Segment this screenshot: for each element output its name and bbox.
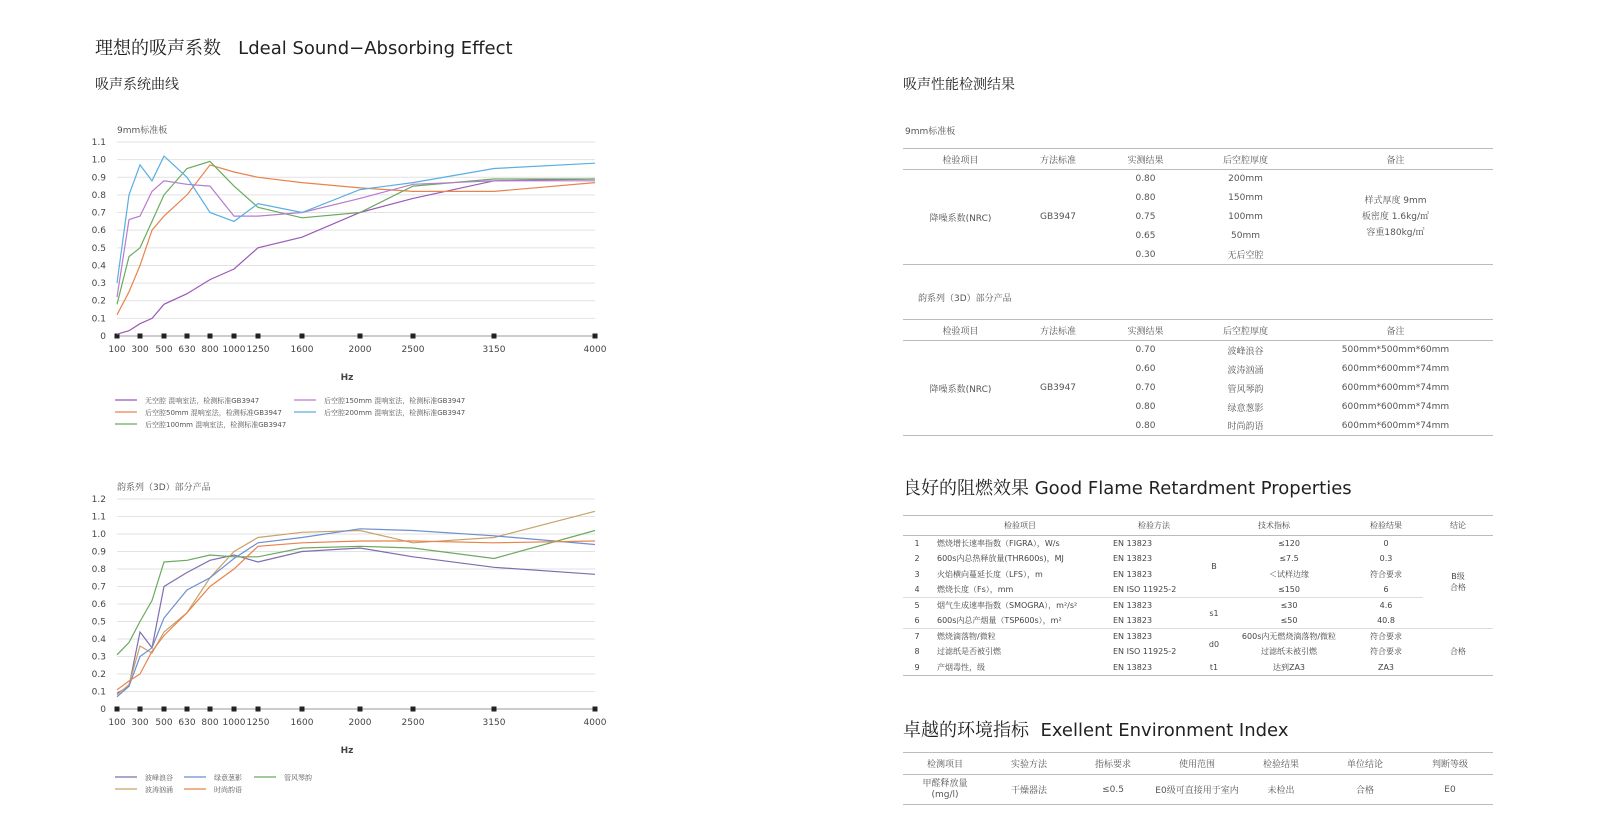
x-tick-label: 800 — [201, 345, 219, 355]
col-header: 判断等级 — [1431, 760, 1468, 770]
table-cell: 0.75 — [1135, 212, 1156, 222]
nrc-table-1 — [903, 148, 1493, 265]
curve-section-title: 吸声系统曲线 — [95, 77, 179, 93]
table-cell: 火焰横向蔓延长度（LFS），m — [937, 569, 1043, 579]
x-tick-label: 3150 — [482, 345, 506, 355]
x-tick-mark — [162, 707, 167, 712]
table-cell: 8 — [914, 647, 920, 657]
note-line: 样式厚度 9mm — [1364, 196, 1427, 206]
legend-label: 无空腔 混响室法，检测标准GB3947 — [145, 397, 260, 405]
chart1 — [88, 133, 618, 433]
table1-label: 9mm标准板 — [905, 127, 956, 137]
table-cell: 0.80 — [1135, 174, 1156, 185]
x-tick-mark — [256, 334, 261, 339]
legend-label: 管风琴韵 — [284, 774, 312, 782]
table-cell: E0级可直接用于室内 — [1155, 786, 1239, 796]
table-cell: ＜试样边缘 — [1269, 569, 1309, 579]
table-cell: GB3947 — [1039, 383, 1077, 393]
table-cell: EN 13823 — [1113, 616, 1153, 625]
x-tick-mark — [115, 707, 120, 712]
table-cell: 符合要求 — [1370, 647, 1402, 657]
table-cell — [903, 775, 987, 805]
table-cell: 600mm*600mm*74mm — [1341, 364, 1450, 374]
x-tick-label: 2000 — [348, 345, 372, 355]
env-table — [903, 752, 1493, 805]
env-item: 甲醛释放量 — [922, 778, 968, 789]
table-cell: 1 — [914, 539, 920, 548]
x-tick-label: 630 — [178, 345, 196, 355]
y-tick-label: 0 — [100, 705, 106, 715]
table-cell: EN 13823 — [1113, 601, 1153, 610]
note-line: 板密度 1.6kg/㎡ — [1361, 212, 1430, 222]
x-tick-mark — [300, 334, 305, 339]
table-cell: EN ISO 11925-2 — [1113, 647, 1177, 657]
table-cell: 管风琴韵 — [1227, 384, 1264, 395]
y-tick-label: 0.3 — [91, 279, 106, 290]
table-row — [903, 536, 1493, 552]
table-cell: 烟气生成速率指数（SMOGRA），m²/s² — [937, 601, 1078, 610]
table-row — [903, 613, 1493, 629]
y-tick-label: 0.5 — [91, 617, 106, 628]
y-tick-label: 0.2 — [91, 296, 106, 307]
x-tick-mark — [492, 334, 497, 339]
table-cell: 时尚韵语 — [1227, 422, 1264, 433]
x-tick-label: 2500 — [401, 345, 425, 355]
y-tick-label: 0.1 — [91, 687, 106, 698]
table-cell: 符合要求 — [1370, 632, 1402, 641]
table-cell: 过滤纸是否被引燃 — [937, 647, 1001, 657]
table-cell: 产烟毒性，级 — [937, 662, 985, 672]
table-cell: 未检出 — [1267, 786, 1295, 796]
table-cell: EN 13823 — [1113, 554, 1153, 564]
col-header: 检测项目 — [926, 760, 963, 770]
col-header: 方法标准 — [1039, 155, 1076, 166]
table-cell: 达到ZA3 — [1272, 662, 1306, 672]
col-header: 检验方法 — [1138, 521, 1170, 530]
x-tick-label: 630 — [178, 718, 196, 728]
table-cell: 600s内无燃烧滴落物/微粒 — [1241, 632, 1337, 641]
table-cell: 6 — [914, 616, 920, 625]
col-header: 方法标准 — [1039, 326, 1076, 337]
y-tick-label: 1.0 — [91, 530, 106, 540]
col-header: 使用范围 — [1178, 760, 1215, 770]
x-tick-mark — [138, 707, 143, 712]
col-header: 检验项目 — [942, 155, 979, 166]
x-tick-mark — [593, 707, 598, 712]
table-cell — [1423, 536, 1493, 629]
page-title — [95, 34, 513, 60]
table-cell: ≤7.5 — [1279, 554, 1299, 564]
x-tick-label: 800 — [201, 718, 219, 728]
flame-section-title: 良好的阻燃效果 Good Flame Retardment Properties — [903, 478, 1352, 499]
table-cell: 燃烧增长速率指数（FIGRA），W/s — [937, 539, 1060, 548]
y-tick-label: 0.4 — [91, 261, 106, 272]
x-tick-label: 1250 — [246, 718, 270, 728]
table-cell: ≤50 — [1280, 616, 1298, 625]
chart2 — [88, 490, 618, 800]
table-cell: 600mm*600mm*74mm — [1341, 420, 1450, 431]
nrc-table-2 — [903, 319, 1493, 436]
table-cell: 0.80 — [1135, 420, 1156, 431]
col-header: 实测结果 — [1127, 326, 1164, 337]
x-tick-label: 1000 — [222, 345, 246, 355]
x-tick-mark — [185, 334, 190, 339]
x-tick-label: 1000 — [222, 718, 246, 728]
x-tick-mark — [492, 707, 497, 712]
y-tick-label: 1.2 — [91, 495, 106, 505]
title-cn: 理想的吸声系数 — [95, 38, 221, 59]
col-header: 实验方法 — [1010, 760, 1047, 770]
table-cell: 干燥器法 — [1010, 786, 1047, 796]
table-cell: 过滤纸未被引燃 — [1261, 647, 1317, 657]
series-line — [117, 548, 595, 693]
y-tick-label: 1.0 — [91, 155, 106, 166]
x-tick-label: 300 — [131, 345, 149, 355]
y-tick-label: 0.9 — [91, 173, 106, 184]
x-tick-label: 100 — [108, 718, 126, 728]
table-cell: B — [1211, 562, 1217, 571]
table-cell: 200mm — [1228, 174, 1263, 185]
x-tick-mark — [300, 707, 305, 712]
table-cell: 4.6 — [1379, 601, 1393, 610]
legend-label: 波峰浪谷 — [145, 774, 173, 782]
table-cell: 燃烧长度（Fs），mm — [937, 585, 1014, 594]
result-section-title: 吸声性能检测结果 — [903, 77, 1015, 93]
legend-label: 后空腔50mm 混响室法，检测标准GB3947 — [145, 409, 282, 417]
x-axis-label: Hz — [340, 746, 354, 756]
x-tick-mark — [593, 334, 598, 339]
table-row — [903, 629, 1493, 645]
x-tick-mark — [162, 334, 167, 339]
table-cell: 降噪系数(NRC) — [929, 213, 992, 224]
table-row — [903, 582, 1493, 598]
series-line — [117, 531, 595, 655]
x-tick-label: 4000 — [583, 345, 607, 355]
table2-label: 韵系列（3D）部分产品 — [918, 294, 1012, 304]
col-header: 后空腔厚度 — [1222, 155, 1268, 166]
x-tick-label: 500 — [155, 345, 173, 355]
x-tick-mark — [358, 334, 363, 339]
chart1-label: 9mm标准板 — [117, 126, 168, 136]
x-tick-mark — [232, 334, 237, 339]
table-cell: 0.70 — [1135, 345, 1156, 356]
table-cell: EN 13823 — [1113, 539, 1153, 548]
x-tick-mark — [411, 707, 416, 712]
col-header: 备注 — [1386, 155, 1405, 166]
col-header: 检验项目 — [1004, 521, 1036, 530]
table-cell: 100mm — [1228, 212, 1263, 222]
table-cell: 40.8 — [1377, 616, 1395, 625]
conclusion-line: 合格 — [1450, 583, 1466, 592]
table-cell: 合格 — [1355, 786, 1374, 796]
col-header: 后空腔厚度 — [1222, 326, 1268, 337]
conclusion-line: B级 — [1451, 572, 1465, 581]
x-axis-label: Hz — [340, 373, 354, 383]
x-tick-label: 1250 — [246, 345, 270, 355]
table-cell: 600s内总产烟量（TSP600s），m² — [937, 616, 1062, 625]
table-row — [903, 644, 1493, 660]
title-en: Ldeal Sound−Absorbing Effect — [238, 38, 513, 59]
chart2-label: 韵系列（3D）部分产品 — [117, 483, 211, 493]
col-header: 指标要求 — [1094, 760, 1131, 770]
y-tick-label: 1.1 — [91, 512, 106, 523]
table-row — [903, 598, 1493, 614]
table-row — [903, 567, 1493, 583]
table-cell: EN ISO 11925-2 — [1113, 585, 1177, 594]
table-cell: EN 13823 — [1113, 569, 1153, 579]
col-header: 单位结论 — [1346, 760, 1383, 770]
y-tick-label: 0.6 — [91, 600, 106, 610]
col-header: 检验结果 — [1370, 521, 1402, 530]
table-cell: 9 — [914, 662, 920, 672]
x-tick-label: 2000 — [348, 718, 372, 728]
table-cell: 波涛汹涌 — [1227, 365, 1264, 376]
col-header: 技术指标 — [1258, 521, 1290, 530]
table-cell: 0.60 — [1135, 364, 1156, 374]
legend-label: 后空腔100mm 混响室法，检测标准GB3947 — [145, 421, 287, 429]
x-tick-mark — [185, 707, 190, 712]
x-tick-mark — [208, 334, 213, 339]
x-tick-mark — [208, 707, 213, 712]
y-tick-label: 0.3 — [91, 652, 106, 663]
env-unit: (mg/l) — [931, 789, 959, 800]
table-cell: 600mm*600mm*74mm — [1341, 383, 1450, 393]
x-tick-mark — [411, 334, 416, 339]
series-line — [117, 181, 595, 297]
legend-label: 时尚韵语 — [214, 786, 242, 794]
y-tick-label: 0.4 — [91, 635, 106, 645]
series-line — [117, 529, 595, 697]
table-cell: GB3947 — [1039, 212, 1077, 222]
table-cell — [1298, 170, 1493, 265]
table-cell: ≤120 — [1278, 539, 1300, 548]
y-tick-label: 0.9 — [91, 547, 106, 558]
table-cell: 绿意葱影 — [1227, 403, 1264, 414]
y-tick-label: 0.7 — [91, 582, 106, 593]
x-tick-mark — [256, 707, 261, 712]
table-row — [903, 551, 1493, 567]
x-tick-label: 1600 — [290, 718, 314, 728]
table-cell: 6 — [1383, 585, 1389, 594]
table-cell: 无后空腔 — [1227, 251, 1264, 262]
table-cell: 500mm*500mm*60mm — [1341, 345, 1450, 356]
table-cell: 0 — [1383, 539, 1389, 548]
x-tick-label: 300 — [131, 718, 149, 728]
table-cell: ≤150 — [1278, 585, 1300, 594]
flame-table — [903, 515, 1493, 676]
table-cell: 50mm — [1231, 231, 1260, 241]
table-cell: 3 — [914, 569, 920, 579]
series-line — [117, 541, 595, 690]
table-cell: 600mm*600mm*74mm — [1341, 402, 1450, 412]
table-cell: 7 — [914, 632, 920, 641]
table-cell: 0.30 — [1135, 249, 1156, 260]
table-cell: ≤0.5 — [1102, 784, 1124, 795]
x-tick-label: 2500 — [401, 718, 425, 728]
env-section-title — [903, 716, 1288, 742]
x-tick-label: 1600 — [290, 345, 314, 355]
legend-label: 波涛汹涌 — [145, 786, 173, 794]
col-header: 实测结果 — [1127, 155, 1164, 166]
y-tick-label: 0.8 — [91, 565, 106, 575]
table-cell: 5 — [914, 601, 920, 610]
x-tick-label: 500 — [155, 718, 173, 728]
table-cell: 燃烧滴落物/微粒 — [937, 632, 996, 641]
table-cell: 600s内总热释放量(THR600s)，MJ — [937, 554, 1064, 564]
env-title-cn: 卓越的环境指标 — [903, 720, 1029, 741]
x-tick-mark — [358, 707, 363, 712]
table-cell: 4 — [914, 585, 920, 594]
col-header: 备注 — [1386, 326, 1405, 337]
table-cell: EN 13823 — [1113, 632, 1153, 641]
table-cell: 0.80 — [1135, 402, 1156, 412]
table-cell: 2 — [914, 554, 920, 564]
col-header: 结论 — [1450, 521, 1466, 530]
series-line — [117, 156, 595, 283]
env-title-en: Exellent Environment Index — [1040, 720, 1289, 741]
y-tick-label: 0.2 — [91, 670, 106, 680]
x-tick-label: 4000 — [583, 718, 607, 728]
y-tick-label: 1.1 — [91, 138, 106, 148]
y-tick-label: 0.1 — [91, 314, 106, 325]
col-header: 检验结果 — [1262, 760, 1299, 770]
table-cell: s1 — [1209, 608, 1219, 618]
x-tick-mark — [138, 334, 143, 339]
table-cell: 波峰浪谷 — [1227, 346, 1264, 357]
table-cell: ZA3 — [1377, 662, 1395, 672]
table-cell: 降噪系数(NRC) — [929, 384, 992, 395]
note-line: 容重180kg/㎥ — [1366, 228, 1425, 238]
table-cell: t1 — [1209, 662, 1219, 672]
series-line — [117, 179, 595, 334]
x-tick-label: 3150 — [482, 718, 506, 728]
y-tick-label: 0.7 — [91, 208, 106, 219]
table-cell: ≤30 — [1280, 601, 1298, 610]
x-tick-label: 100 — [108, 345, 126, 355]
y-tick-label: 0 — [100, 332, 106, 342]
y-tick-label: 0.8 — [91, 190, 106, 201]
table-cell: 0.80 — [1135, 193, 1156, 203]
y-tick-label: 0.5 — [91, 243, 106, 254]
legend-label: 绿意葱影 — [214, 774, 242, 782]
table-cell: 0.70 — [1135, 383, 1156, 393]
table-cell: 0.3 — [1379, 554, 1393, 564]
table-cell: E0 — [1444, 784, 1456, 795]
table-cell: 0.65 — [1135, 231, 1156, 241]
table-cell: 合格 — [1450, 647, 1466, 657]
table-row — [903, 660, 1493, 676]
legend-label: 后空腔150mm 混响室法，检测标准GB3947 — [324, 397, 466, 405]
table-cell: 符合要求 — [1370, 569, 1402, 579]
legend-label: 后空腔200mm 混响室法，检测标准GB3947 — [324, 409, 466, 417]
table-cell: EN 13823 — [1113, 662, 1153, 672]
y-tick-label: 0.6 — [91, 226, 106, 237]
x-tick-mark — [232, 707, 237, 712]
table-cell: 150mm — [1228, 193, 1263, 203]
col-header: 检验项目 — [942, 326, 979, 337]
table-cell: d0 — [1208, 639, 1220, 649]
